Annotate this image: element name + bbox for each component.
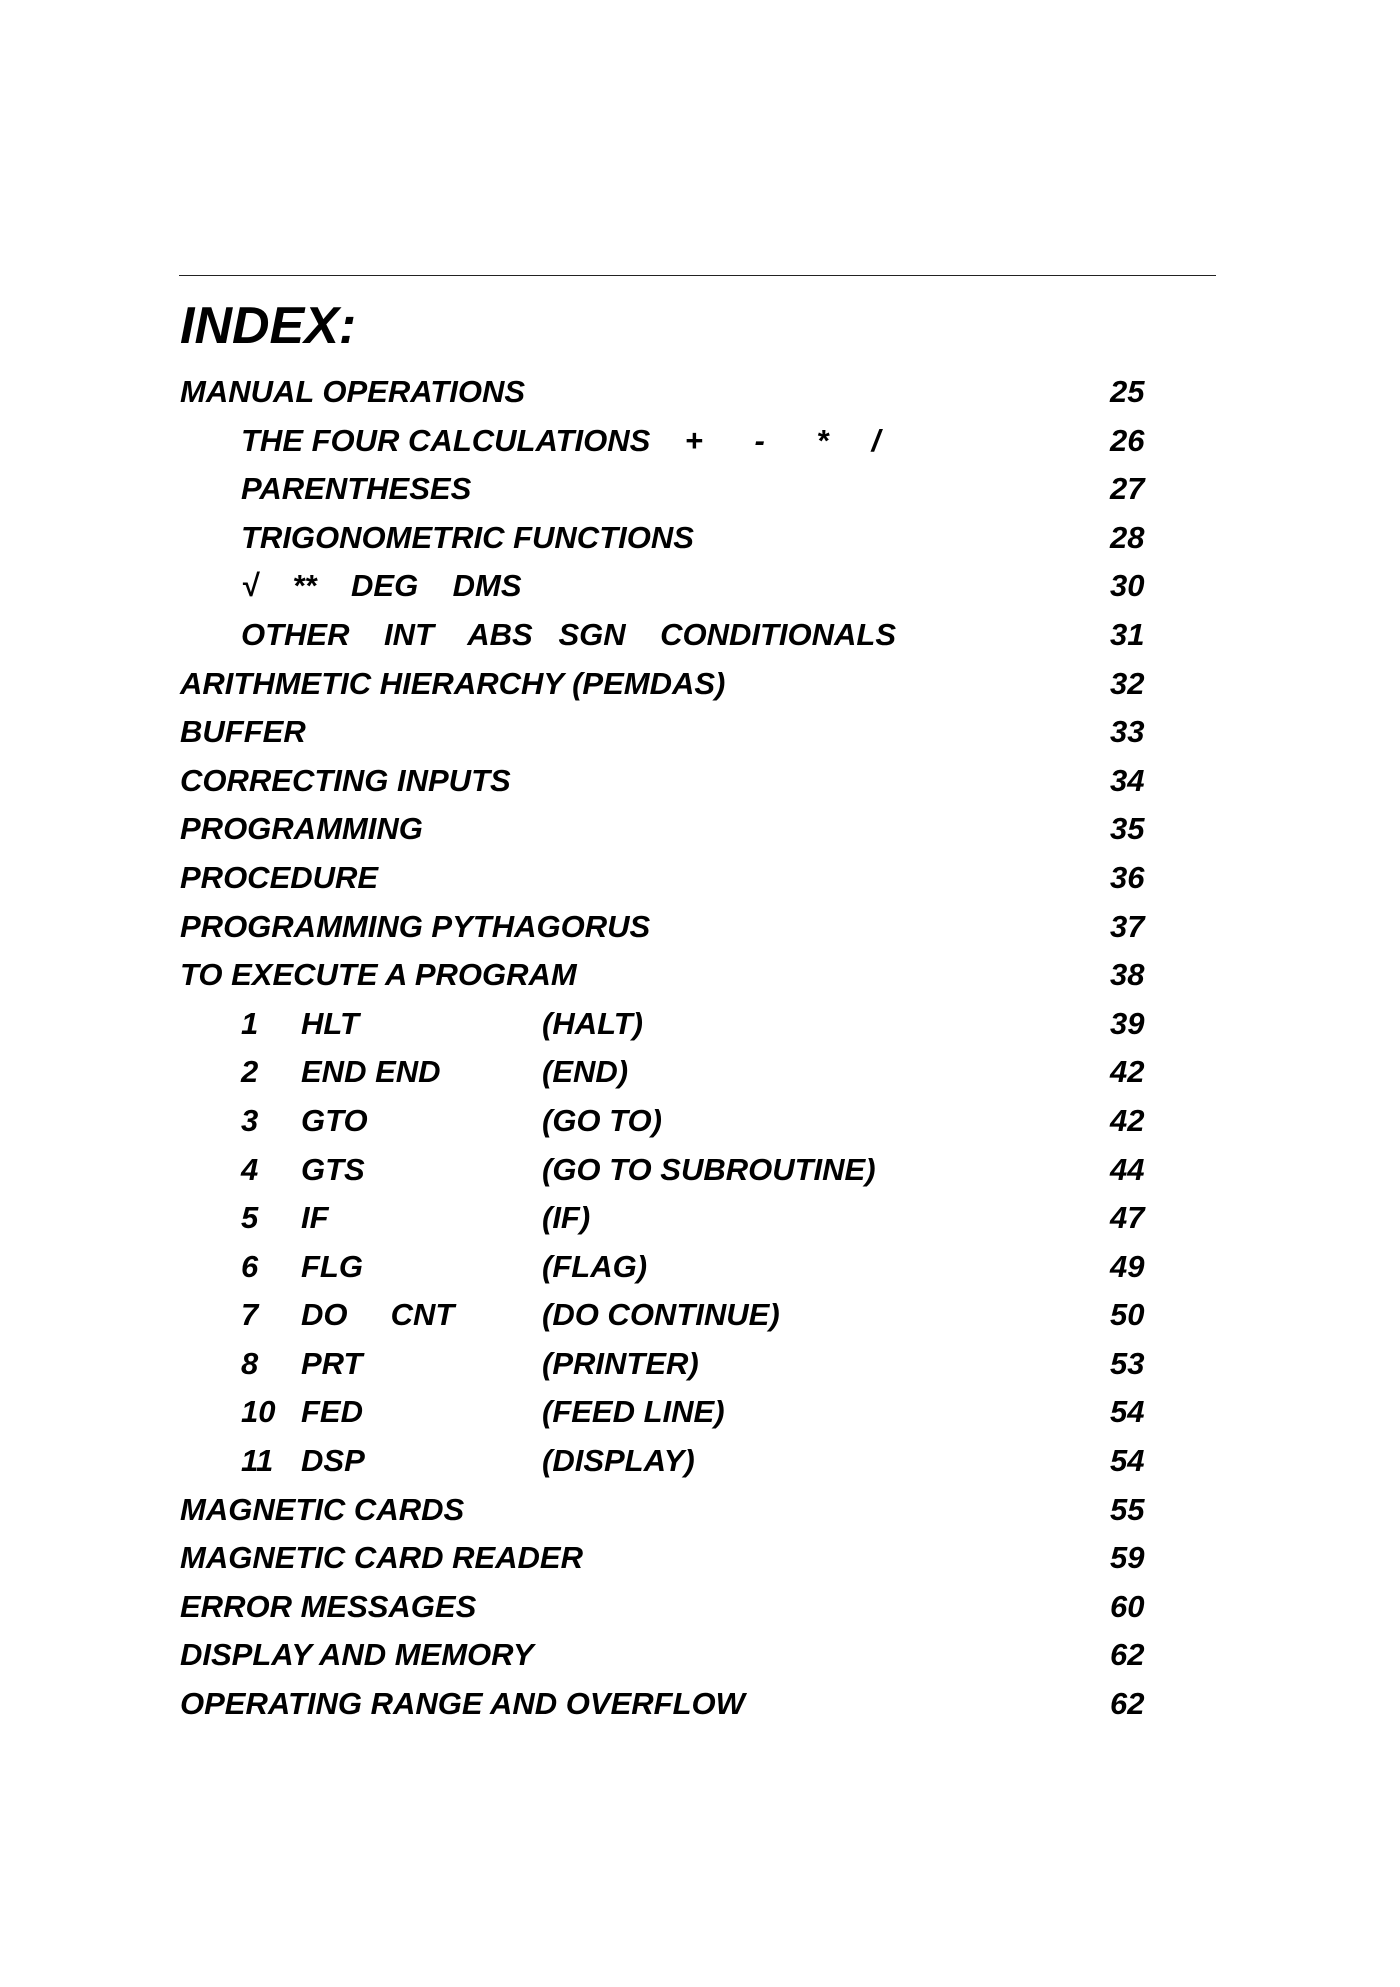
entry-page-number: 26 (1110, 422, 1145, 458)
command-description: (GO TO) (542, 1102, 662, 1138)
entry-page-number: 50 (1110, 1297, 1145, 1333)
index-entry-magnetic-card-reader (180, 1534, 1180, 1583)
index-entry-command (180, 1340, 1180, 1389)
index-entry-root-power-deg-dms (180, 562, 1180, 611)
command-code: END END (301, 1054, 441, 1090)
index-entry-execute-program (180, 951, 1180, 1000)
index-entry-buffer (180, 708, 1180, 757)
command-code: GTO (301, 1102, 368, 1138)
entry-page-number: 47 (1110, 1200, 1145, 1236)
entry-page-number: 32 (1110, 665, 1145, 701)
entry-title: OTHER INT ABS SGN CONDITIONALS (241, 616, 897, 652)
index-entry-other-functions (180, 611, 1180, 660)
entry-page-number: 49 (1110, 1248, 1145, 1284)
command-description: (DO CONTINUE) (542, 1297, 780, 1333)
entry-page-number: 53 (1110, 1345, 1145, 1381)
index-entry-display-and-memory (180, 1631, 1180, 1680)
index-entry-command (180, 1194, 1180, 1243)
entry-title: PROCEDURE (180, 859, 379, 895)
command-code: FLG (301, 1248, 363, 1284)
command-number: 4 (241, 1151, 259, 1187)
command-code: PRT (301, 1345, 363, 1381)
entry-page-number: 25 (1110, 374, 1145, 409)
command-number: 5 (241, 1200, 259, 1236)
index-entry-command (180, 1048, 1180, 1097)
entry-title: THE FOUR CALCULATIONS + - * / (241, 422, 881, 458)
entry-page-number: 60 (1110, 1588, 1145, 1624)
entry-page-number: 59 (1110, 1540, 1145, 1576)
index-entry-error-messages (180, 1583, 1180, 1632)
entry-page-number: 54 (1110, 1394, 1145, 1430)
index-entry-command (180, 1097, 1180, 1146)
entry-title: MAGNETIC CARDS (180, 1491, 465, 1527)
entry-page-number: 36 (1110, 859, 1145, 895)
index-entry-manual-operations (180, 368, 1180, 417)
command-number: 1 (241, 1005, 259, 1041)
command-code: FED (301, 1394, 363, 1430)
entry-page-number: 62 (1110, 1637, 1145, 1673)
index-entry-command (180, 1243, 1180, 1292)
index-entry-programming (180, 805, 1180, 854)
command-code: DO CNT (301, 1297, 455, 1333)
entry-page-number: 62 (1110, 1686, 1145, 1722)
entry-title: PARENTHESES (241, 471, 472, 507)
entry-title: MAGNETIC CARD READER (180, 1540, 583, 1576)
entry-page-number: 31 (1110, 616, 1145, 652)
command-number: 10 (241, 1394, 276, 1430)
entry-title: BUFFER (180, 714, 306, 750)
index-entry-command (180, 1291, 1180, 1340)
entry-page-number: 30 (1110, 568, 1145, 604)
index-entry-procedure (180, 854, 1180, 903)
index-entry-trigonometric-functions (180, 514, 1180, 563)
entry-page-number: 34 (1110, 762, 1145, 798)
entry-page-number: 55 (1110, 1491, 1145, 1527)
index-entry-command (180, 1000, 1180, 1049)
command-description: (HALT) (542, 1005, 643, 1041)
command-code: IF (301, 1200, 329, 1236)
entry-page-number: 37 (1110, 908, 1145, 944)
entry-page-number: 42 (1110, 1054, 1145, 1090)
index-entry-arithmetic-hierarchy (180, 660, 1180, 709)
index-entry-command (180, 1388, 1180, 1437)
entry-page-number: 44 (1110, 1151, 1145, 1187)
entry-title: OPERATING RANGE AND OVERFLOW (180, 1686, 745, 1722)
entry-title: ARITHMETIC HIERARCHY (PEMDAS) (180, 665, 726, 701)
index-entry-list (180, 368, 1180, 1729)
entry-page-number: 33 (1110, 714, 1145, 750)
entry-page-number: 38 (1110, 957, 1145, 993)
entry-page-number: 28 (1110, 519, 1145, 555)
index-heading: INDEX: (180, 297, 357, 355)
command-number: 7 (241, 1297, 259, 1333)
entry-title: MANUAL OPERATIONS (180, 374, 526, 409)
entry-title: ERROR MESSAGES (180, 1588, 477, 1624)
command-description: (DISPLAY) (542, 1443, 695, 1479)
entry-title: DISPLAY AND MEMORY (180, 1637, 534, 1673)
index-entry-magnetic-cards (180, 1486, 1180, 1535)
entry-title: TO EXECUTE A PROGRAM (180, 957, 577, 993)
index-entry-correcting-inputs (180, 757, 1180, 806)
command-number: 2 (241, 1054, 259, 1090)
command-description: (IF) (542, 1200, 591, 1236)
command-code: HLT (301, 1005, 359, 1041)
index-entry-four-calculations (180, 417, 1180, 466)
index-entry-parentheses (180, 465, 1180, 514)
entry-title: TRIGONOMETRIC FUNCTIONS (241, 519, 694, 555)
command-description: (GO TO SUBROUTINE) (542, 1151, 876, 1187)
index-entry-programming-pythagorus (180, 903, 1180, 952)
entry-title: PROGRAMMING PYTHAGORUS (180, 908, 651, 944)
index-entry-command (180, 1146, 1180, 1195)
entry-page-number: 54 (1110, 1443, 1145, 1479)
command-number: 8 (241, 1345, 259, 1381)
entry-title: PROGRAMMING (180, 811, 423, 847)
command-description: (FEED LINE) (542, 1394, 725, 1430)
command-code: GTS (301, 1151, 365, 1187)
index-entry-operating-range (180, 1680, 1180, 1729)
entry-page-number: 35 (1110, 811, 1145, 847)
command-description: (FLAG) (542, 1248, 648, 1284)
entry-title: CORRECTING INPUTS (180, 762, 511, 798)
command-description: (PRINTER) (542, 1345, 699, 1381)
entry-title: √ ** DEG DMS (241, 568, 522, 604)
command-number: 11 (241, 1443, 274, 1479)
entry-page-number: 39 (1110, 1005, 1145, 1041)
command-description: (END) (542, 1054, 629, 1090)
command-code: DSP (301, 1443, 365, 1479)
entry-page-number: 42 (1110, 1102, 1145, 1138)
entry-page-number: 27 (1110, 471, 1145, 507)
command-number: 3 (241, 1102, 259, 1138)
top-divider (179, 275, 1216, 276)
index-entry-command (180, 1437, 1180, 1486)
command-number: 6 (241, 1248, 259, 1284)
